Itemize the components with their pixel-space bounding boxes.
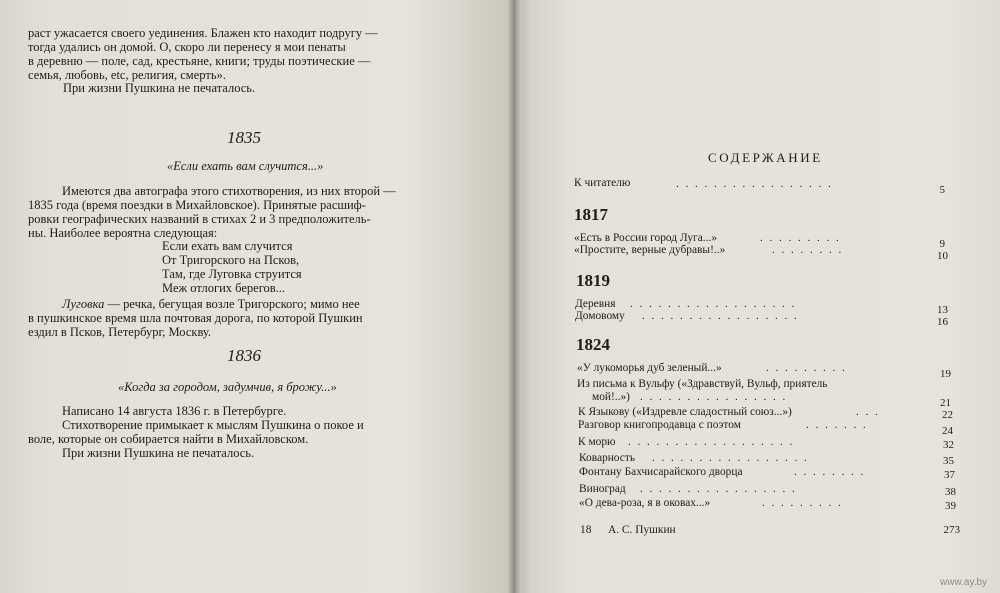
book-spine-gutter [508,0,522,593]
verse-line-2: От Тригорского на Псков, [162,253,300,267]
body-1836-line-3: воле, которые он собирается найти в Михайловском. [28,432,309,446]
toc-entry-page: 39 [945,500,956,512]
body-1836-line-2: Стихотворение примыкает к мыслям Пушкина о покое и [62,418,364,432]
toc-entry-label: «О дева-роза, я в оковах...» [579,497,711,509]
toc-intro-label: К читателю [574,177,631,189]
toc-entry-label: К Языкову («Издревле сладостный союз...») [578,406,792,418]
toc-entry-label: мой!..») [592,391,630,403]
verse-line-1: Если ехать вам случится [162,239,293,253]
toc-entry-label: «Есть в России город Луга...» [574,232,718,244]
toc-entry-page: 9 [939,238,945,250]
toc-entry-page: 21 [940,397,951,409]
toc-leader: . . . . . . . . [794,466,866,478]
year-heading-1817: 1817 [574,205,608,224]
toc-leader: . . . . . . . . . . . . . . . . . . [630,298,797,310]
left-top-line-2: тогда удались он домой. О, скоро ли перенесу я мои пенаты [28,40,346,54]
left-top-line-1: раст ужасается своего уединения. Блажен кто находит подругу — [28,26,378,40]
left-top-line-3: в деревню — поле, сад, крестьяне, книги; труды поэтические — [28,54,371,68]
year-heading-1824: 1824 [576,335,610,354]
toc-entry-page: 35 [943,455,954,467]
toc-entry-page: 32 [943,439,954,451]
verse-line-3: Там, где Луговка струится [162,267,302,281]
toc-entry-label: Коварность [579,452,636,464]
toc-entry-page: 22 [942,409,953,421]
footer-page-number: 273 [943,524,960,536]
footer-signature-mark: 18 [580,524,592,536]
note-1835-line-1 [62,298,360,311]
right-page [516,0,1000,593]
toc-entry-label: Из письма к Вульфу («Здравствуй, Вульф, приятель [577,378,828,390]
toc-entry-label: Разговор книгопродавца с поэтом [578,419,741,431]
toc-leader: . . . . . . . . . . . . . . . . . . [628,436,795,448]
toc-leader: . . . . . . . . [772,244,844,256]
toc-intro-page: 5 [939,184,945,196]
contents-heading: СОДЕРЖАНИЕ [708,150,823,165]
year-heading-1819: 1819 [576,271,610,290]
year-heading-1836: 1836 [227,346,261,365]
note-1835-line-3: ездил в Псков, Петербург, Москву. [28,325,212,339]
toc-leader: . . . . . . . . . . . . . . . . . [640,483,797,495]
left-top-note: При жизни Пушкина не печаталось. [63,81,256,95]
toc-entry-label: Домовому [575,310,625,322]
toc-entry-page: 10 [937,250,948,262]
toc-entry-page: 13 [937,304,948,316]
toc-leader: . . . . . . . . . . . . . . . . [640,391,788,403]
toc-leader: . . . . . . . . . . . . . . . . . [642,310,799,322]
toc-entry-page: 38 [945,486,956,498]
toc-entry-page: 37 [944,469,955,481]
toc-leader: . . . . . . . . . [762,497,843,509]
note-1836: При жизни Пушкина не печаталось. [62,446,255,460]
toc-entry-page: 24 [942,425,953,437]
toc-leader: . . . [856,406,880,418]
toc-entry-label: Фонтану Бахчисарайского дворца [579,466,743,478]
body-1835-line-3: ровки географических названий в стихах 2 и 3 предположитель- [28,212,371,226]
toc-leader: . . . . . . . . . . . . . . . . . [652,452,809,464]
body-1835-line-4: ны. Наиболее вероятна следующая: [28,226,218,240]
toc-entry-label: К морю [578,436,616,448]
toc-leader: . . . . . . . . . [760,232,841,244]
left-top-line-4: семья, любовь, etc, религия, смерть». [28,68,226,82]
toc-leader: . . . . . . . . . [766,362,847,374]
body-1836-line-1: Написано 14 августа 1836 г. в Петербурге. [62,404,287,418]
poem-title-1835: «Если ехать вам случится...» [167,159,324,173]
toc-entry-page: 16 [937,316,948,328]
verse-line-4: Меж отлогих берегов... [162,281,286,295]
watermark: www.ay.by [940,577,988,588]
note-1835-rest: — речка, бегущая возле Тригорского; мимо нее [104,297,360,311]
note-1835-word: Луговка [62,297,105,311]
toc-entry-label: «Простите, верные дубравы!..» [574,244,726,256]
toc-leader: . . . . . . . . . . . . . . . . . [676,178,833,190]
toc-entry-label: «У лукоморья дуб зеленый...» [577,362,722,374]
toc-entry-page: 19 [940,368,951,380]
body-1835-line-2: 1835 года (время поездки в Михайловское). Принятые расшиф- [28,198,366,212]
footer-author: А. С. Пушкин [608,524,676,536]
toc-entry-label: Виноград [579,483,626,495]
note-1835-line-2: в пушкинское время шла почтовая дорога, по которой Пушкин [28,311,363,325]
year-heading-1835: 1835 [227,128,261,147]
poem-title-1836: «Когда за городом, задумчив, я брожу...» [118,380,337,394]
toc-entry-label: Деревня [575,298,616,310]
toc-leader: . . . . . . . [806,419,868,431]
body-1835-line-1: Имеются два автографа этого стихотворения, из них второй — [62,184,396,198]
